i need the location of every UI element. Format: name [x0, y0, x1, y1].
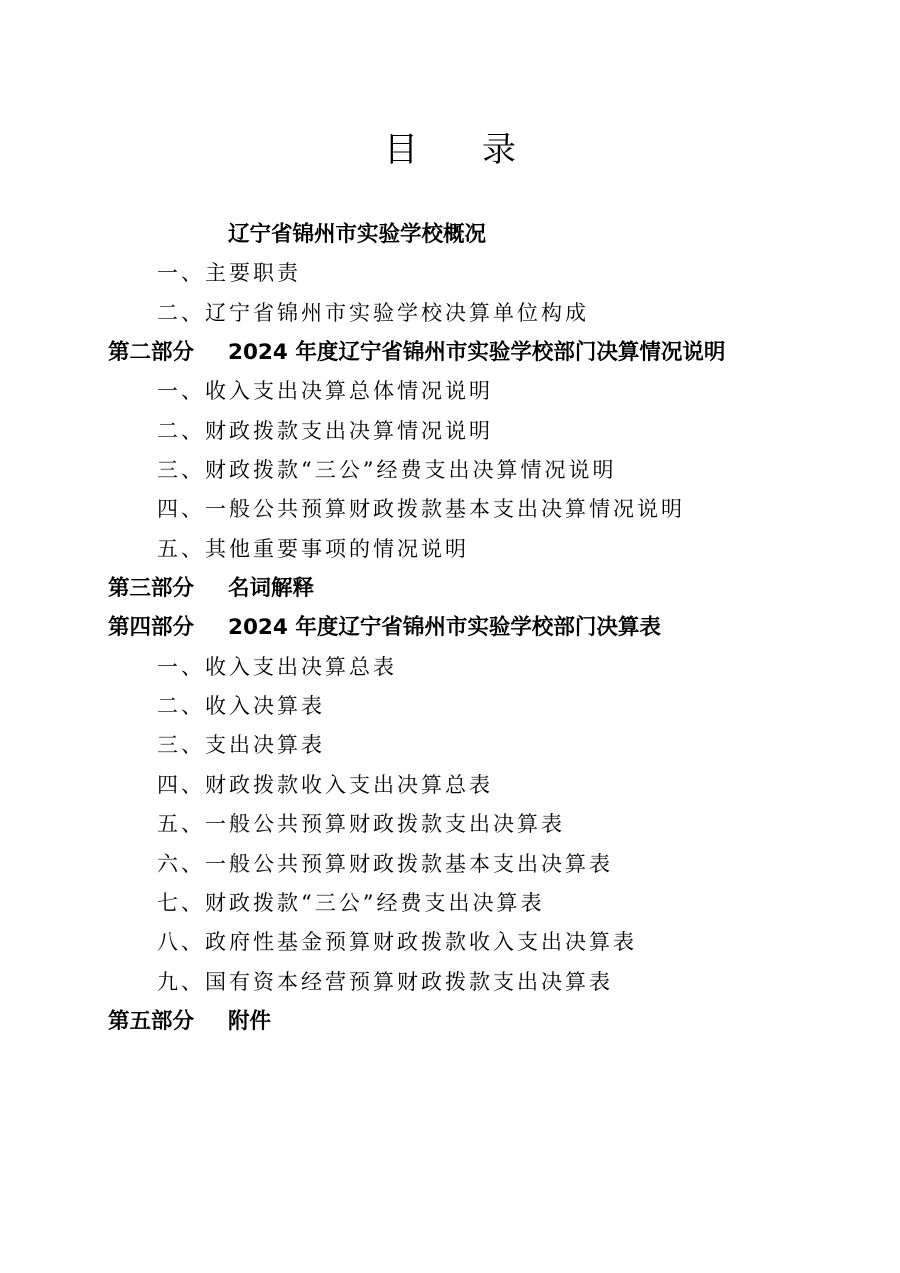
toc-part-1[interactable] — [0, 215, 900, 254]
title-char-1: 目 — [384, 130, 418, 170]
toc-part-5-title: 附件 — [228, 1008, 272, 1034]
toc-item[interactable]: 三、财政拨款“三公”经费支出决算情况说明 — [157, 458, 617, 483]
toc-item[interactable]: 二、收入决算表 — [157, 694, 325, 719]
toc-part-3-label: 第三部分 — [108, 576, 195, 602]
page-title — [0, 128, 900, 172]
toc-item[interactable]: 三、支出决算表 — [157, 733, 325, 758]
toc-item[interactable]: 一、收入支出决算总体情况说明 — [157, 379, 493, 404]
toc-item[interactable]: 二、财政拨款支出决算情况说明 — [157, 418, 493, 443]
toc-item[interactable]: 一、主要职责 — [157, 261, 301, 286]
toc-part-2[interactable] — [0, 333, 900, 372]
toc-item[interactable]: 四、财政拨款收入支出决算总表 — [157, 772, 493, 797]
toc-part-5[interactable] — [0, 1002, 900, 1041]
title-char-2: 录 — [482, 130, 516, 170]
toc-part-5-label: 第五部分 — [108, 1008, 195, 1034]
toc-part-4[interactable] — [0, 608, 900, 647]
toc-item[interactable]: 六、一般公共预算财政拨款基本支出决算表 — [157, 851, 613, 876]
toc-part-3[interactable] — [0, 569, 900, 608]
toc-item[interactable]: 七、财政拨款“三公”经费支出决算表 — [157, 890, 545, 915]
toc-item[interactable]: 八、政府性基金预算财政拨款收入支出决算表 — [157, 930, 637, 955]
toc-part-2-label: 第二部分 — [108, 340, 195, 366]
toc-item[interactable]: 四、一般公共预算财政拨款基本支出决算情况说明 — [157, 497, 685, 522]
toc-part-1-title: 辽宁省锦州市实验学校概况 — [228, 222, 487, 247]
toc-item[interactable]: 一、收入支出决算总表 — [157, 654, 397, 679]
toc-item[interactable]: 五、其他重要事项的情况说明 — [157, 536, 469, 561]
toc-item[interactable]: 二、辽宁省锦州市实验学校决算单位构成 — [157, 300, 589, 325]
toc-part-3-title: 名词解释 — [228, 576, 315, 602]
toc-part-2-title: 2024 年度辽宁省锦州市实验学校部门决算情况说明 — [228, 340, 726, 366]
toc-item[interactable]: 五、一般公共预算财政拨款支出决算表 — [157, 812, 565, 837]
toc-item[interactable]: 九、国有资本经营预算财政拨款支出决算表 — [157, 969, 613, 994]
toc-part-4-label: 第四部分 — [108, 615, 195, 641]
toc-part-4-title: 2024 年度辽宁省锦州市实验学校部门决算表 — [228, 615, 661, 641]
table-of-contents — [0, 215, 900, 1041]
